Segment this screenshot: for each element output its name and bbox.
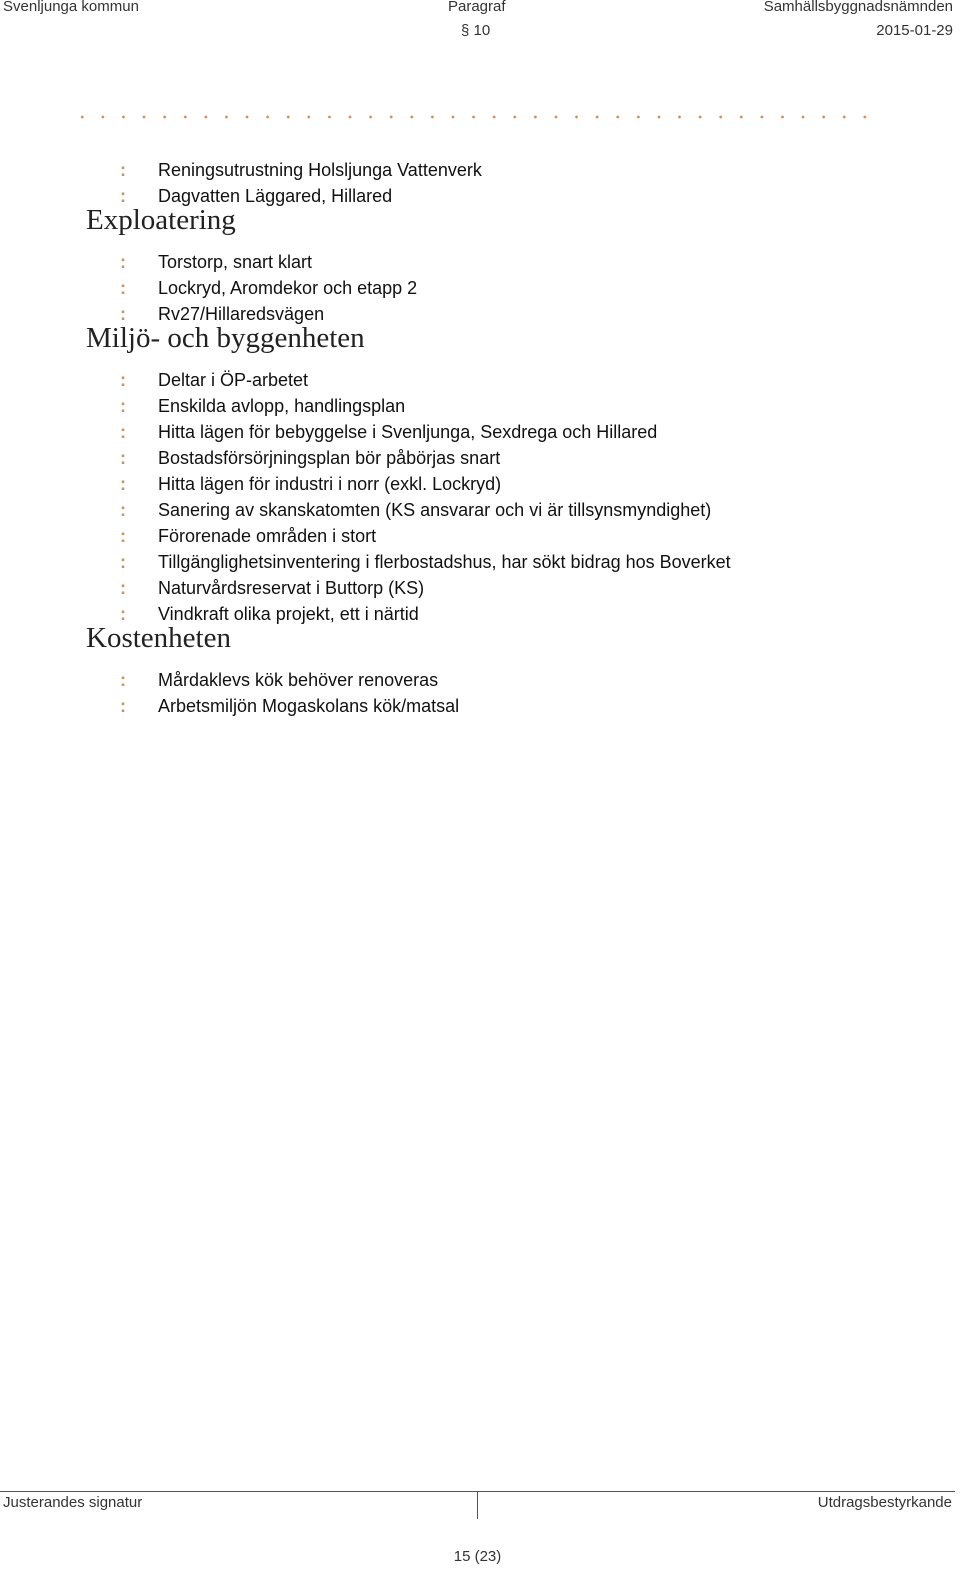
list-item xyxy=(0,301,960,327)
bullet-icon: : xyxy=(120,500,126,520)
page-number: 15 (23) xyxy=(453,1548,502,1565)
list-item-text: Enskilda avlopp, handlingsplan xyxy=(158,396,406,416)
list-item xyxy=(0,275,960,301)
page-header xyxy=(0,0,960,50)
list-item xyxy=(0,497,960,523)
bullet-icon: : xyxy=(120,252,126,272)
list-item xyxy=(0,667,960,693)
list-item xyxy=(0,601,960,627)
list-item xyxy=(0,693,960,719)
list-item-text: Deltar i ÖP-arbetet xyxy=(158,370,309,390)
list-item-text: Vindkraft olika projekt, ett i närtid xyxy=(158,604,419,624)
list-item xyxy=(0,183,960,209)
bullet-icon: : xyxy=(120,448,126,468)
list-item xyxy=(0,249,960,275)
bullet-icon: : xyxy=(120,552,126,572)
list-item-text: Lockryd, Aromdekor och etapp 2 xyxy=(158,278,418,298)
list-item xyxy=(0,445,960,471)
list-item xyxy=(0,575,960,601)
list-item-text: Rv27/Hillaredsvägen xyxy=(158,304,325,324)
bullet-icon: : xyxy=(120,186,126,206)
list-item xyxy=(0,471,960,497)
bullet-icon: : xyxy=(120,670,126,690)
list-item-text: Reningsutrustning Holsljunga Vattenverk xyxy=(158,160,482,180)
list-item xyxy=(0,367,960,393)
list-item-text: Hitta lägen för industri i norr (exkl. Lockryd) xyxy=(158,474,502,494)
bullet-icon: : xyxy=(120,578,126,598)
bullet-icon: : xyxy=(120,604,126,624)
list-item xyxy=(0,523,960,549)
bullet-icon: : xyxy=(120,422,126,442)
signature-label: Justerandes signatur xyxy=(3,1494,143,1511)
list-item-text: Hitta lägen för bebyggelse i Svenljunga, Sexdrega och Hillared xyxy=(158,422,658,442)
document-body xyxy=(0,157,960,719)
list-item xyxy=(0,157,960,183)
bullet-icon: : xyxy=(120,474,126,494)
bullet-icon: : xyxy=(120,396,126,416)
department-name: Samhällsbyggnadsnämnden xyxy=(763,0,953,15)
bullet-icon: : xyxy=(120,160,126,180)
dotted-divider xyxy=(72,112,867,122)
footer-divider xyxy=(477,1492,478,1519)
meeting-date: 2015-01-29 xyxy=(876,22,953,39)
list-item xyxy=(0,393,960,419)
list-item-text: Bostadsförsörjningsplan bör påbörjas snart xyxy=(158,448,501,468)
extract-label: Utdragsbestyrkande xyxy=(817,1494,952,1511)
list-item-text: Dagvatten Läggared, Hillared xyxy=(158,186,393,206)
paragraph-number: § 10 xyxy=(461,22,491,39)
list-item-text: Naturvårdsreservat i Buttorp (KS) xyxy=(158,578,425,598)
list-item-text: Arbetsmiljön Mogaskolans kök/matsal xyxy=(158,696,460,716)
paragraf-label: Paragraf xyxy=(448,0,506,15)
list-item xyxy=(0,549,960,575)
bullet-icon: : xyxy=(120,278,126,298)
bullet-icon: : xyxy=(120,370,126,390)
section-heading: Exploatering xyxy=(86,204,236,236)
bullet-icon: : xyxy=(120,696,126,716)
list-item xyxy=(0,419,960,445)
list-item-text: Torstorp, snart klart xyxy=(158,252,313,272)
organization-name: Svenljunga kommun xyxy=(3,0,139,15)
bullet-icon: : xyxy=(120,526,126,546)
section-heading: Kostenheten xyxy=(86,622,231,654)
section-heading: Miljö- och byggenheten xyxy=(86,322,365,354)
list-item-text: Mårdaklevs kök behöver renoveras xyxy=(158,670,439,690)
bullet-icon: : xyxy=(120,304,126,324)
list-item-text: Tillgänglighetsinventering i flerbostadshus, har sökt bidrag hos Boverket xyxy=(158,552,731,572)
list-item-text: Förorenade områden i stort xyxy=(158,526,377,546)
list-item-text: Sanering av skanskatomten (KS ansvarar och vi är tillsynsmyndighet) xyxy=(158,500,712,520)
